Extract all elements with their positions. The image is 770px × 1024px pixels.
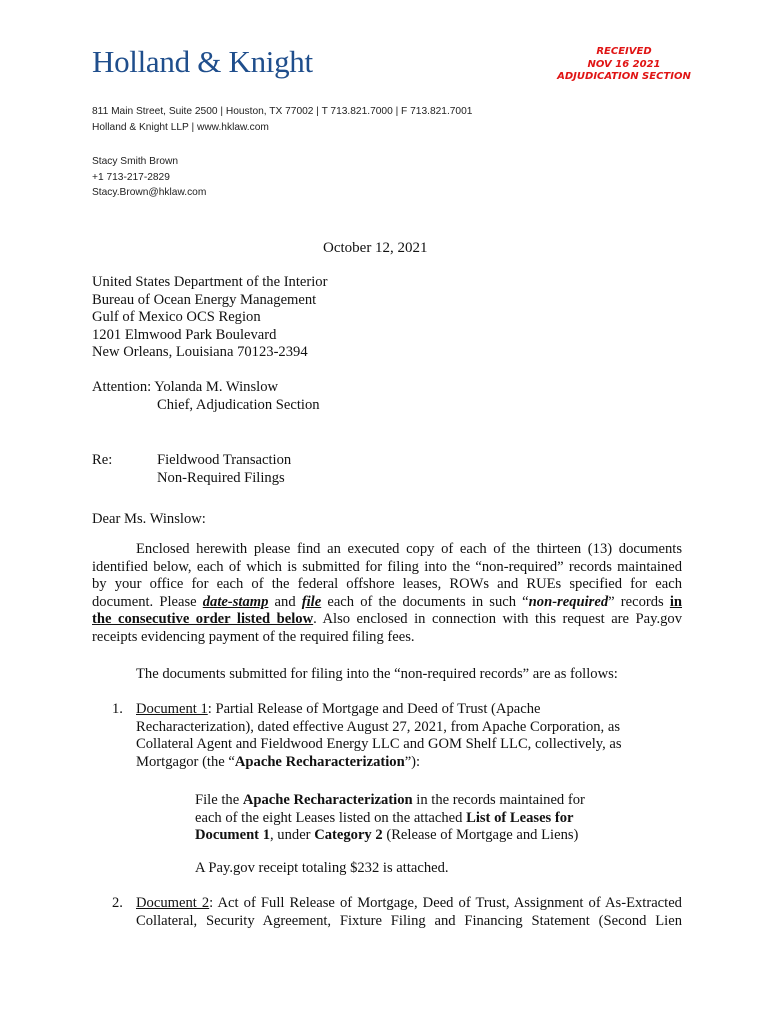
text-run: , under [270, 827, 315, 843]
subject-line-2: Non-Required Filings [157, 469, 285, 486]
re-label: Re: [92, 452, 113, 468]
author-email: Stacy.Brown@hklaw.com [92, 187, 207, 198]
instruction-line [195, 810, 615, 828]
non-required-emphasis: non-required [528, 593, 609, 610]
firm-logo: Holland & Knight [92, 44, 313, 79]
date-stamp-emphasis: date-stamp [202, 593, 269, 610]
stamp-line-3: ADJUDICATION SECTION [557, 71, 691, 82]
item-line [136, 754, 656, 772]
recipient-line: Gulf of Mexico OCS Region [92, 309, 261, 325]
item-text [136, 701, 656, 771]
paragraph-line: Enclosed herewith please find an executed copy of each of the thirteen (13) documents [136, 541, 682, 557]
text-run: each of the eight Leases listed on the attached [195, 809, 467, 826]
receipt-note: A Pay.gov receipt totaling $232 is attached. [195, 860, 449, 876]
text-run: Mortgagor (the “ [136, 753, 235, 770]
text-run: File the [195, 792, 243, 808]
paragraph-line [92, 594, 682, 612]
text-run: : Partial Release of Mortgage and Deed of Trust (Apache [207, 701, 541, 717]
text-run: ”): [404, 753, 421, 770]
consecutive-order-emphasis: the consecutive order listed below [92, 611, 314, 627]
subject-line-1: Fieldwood Transaction [157, 452, 292, 468]
item-line [136, 701, 656, 719]
firm-line: Holland & Knight LLP | www.hklaw.com [92, 121, 269, 133]
attention-line: Attention: Yolanda M. Winslow [92, 379, 279, 395]
documents-intro: The documents submitted for filing into the “non-required records” are as follows: [136, 666, 618, 682]
item-line: Collateral Agent and Fieldwood Energy LLC and GOM Shelf LLC, collectively, as [136, 736, 622, 752]
filing-instruction [195, 792, 615, 845]
subject-block [157, 452, 291, 487]
text-run: (Release of Mortgage and Liens) [382, 827, 579, 843]
text-run: and [268, 593, 302, 610]
list-of-leases-term: List of Leases for [466, 809, 574, 826]
received-stamp [548, 46, 700, 84]
document-term: Document 1 [195, 827, 270, 843]
recipient-address [92, 274, 327, 362]
text-run: ” records [608, 593, 670, 610]
letterhead-address [92, 104, 472, 135]
text-run: : Act of Full Release of Mortgage, Deed of Trust, Assignment of As-Extracted [209, 895, 682, 911]
author-block [92, 154, 206, 201]
instruction-line [195, 792, 615, 810]
item-line: Recharacterization), dated effective August 27, 2021, from Apache Corporation, as [136, 718, 620, 735]
salutation: Dear Ms. Winslow: [92, 511, 206, 527]
paragraph-line: receipts evidencing payment of the required filing fees. [92, 628, 415, 645]
text-run: . Also enclosed in connection with this request are Pay.gov [313, 611, 683, 627]
paragraph-line [92, 611, 682, 629]
attention-title: Chief, Adjudication Section [157, 397, 320, 413]
text-run: each of the documents in such “ [321, 593, 529, 610]
document-label: Document 1 [136, 701, 208, 717]
recipient-line: United States Department of the Interior [92, 274, 328, 290]
recipient-line: Bureau of Ocean Energy Management [92, 291, 317, 308]
defined-term: Apache Recharacterization [242, 792, 413, 808]
item-number: 2. [112, 895, 123, 911]
stamp-line-1: RECEIVED [596, 46, 652, 57]
item-line: Collateral, Security Agreement, Fixture Filing and Financing Statement (Second Lien [136, 912, 682, 929]
paragraph-line: identified below, each of which is submitted for filing into the “non-required” records maintained [92, 558, 682, 575]
category-term: Category 2 [314, 827, 383, 843]
address-line: 811 Main Street, Suite 2500 | Houston, TX 77002 | T 713.821.7000 | F 713.821.7001 [92, 106, 473, 117]
instruction-line [195, 827, 615, 845]
body-paragraph [92, 541, 682, 646]
text-run: document. Please [92, 593, 203, 610]
item-line [136, 895, 682, 913]
text-run: in the records maintained for [412, 792, 585, 808]
in-emphasis: in [669, 593, 683, 610]
recipient-line: New Orleans, Louisiana 70123-2394 [92, 344, 308, 360]
defined-term: Apache Recharacterization [234, 753, 405, 770]
author-name: Stacy Smith Brown [92, 156, 179, 167]
file-emphasis: file [301, 593, 322, 610]
recipient-line: 1201 Elmwood Park Boulevard [92, 326, 277, 343]
paragraph-line: by your office for each of the federal offshore leases, ROWs and RUEs specified for each [92, 576, 682, 592]
stamp-line-2: NOV 16 2021 [587, 58, 661, 70]
item-number: 1. [112, 701, 123, 717]
author-phone: +1 713-217-2829 [92, 171, 170, 183]
document-label: Document 2 [136, 895, 210, 911]
item-text [136, 895, 682, 930]
letter-date: October 12, 2021 [323, 240, 428, 256]
